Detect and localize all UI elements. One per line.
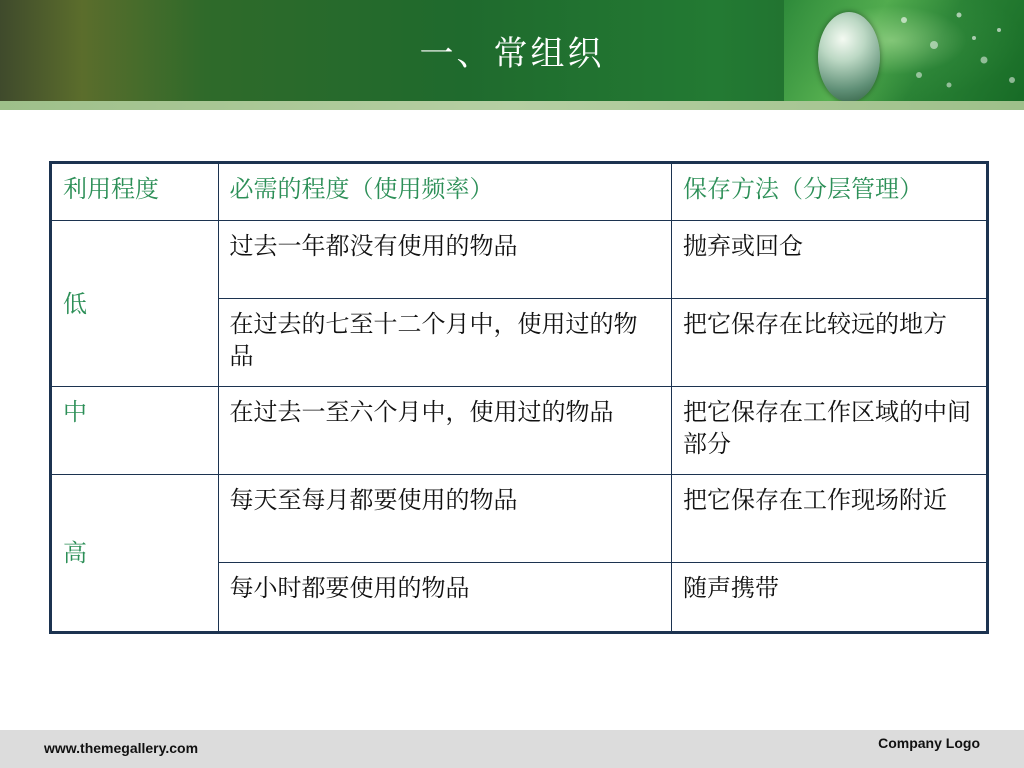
method-cell: 把它保存在工作区域的中间部分 — [671, 387, 987, 475]
frequency-cell: 每天至每月都要使用的物品 — [218, 475, 671, 563]
table-row — [51, 221, 988, 299]
table-header-row — [51, 163, 988, 221]
level-low: 低 — [51, 221, 219, 387]
level-high: 高 — [51, 475, 219, 633]
table-row — [51, 475, 988, 563]
header-storage-method: 保存方法（分层管理） — [671, 163, 987, 221]
company-logo: Company Logo — [878, 735, 980, 751]
frequency-cell: 过去一年都没有使用的物品 — [218, 221, 671, 299]
header-usage-level: 利用程度 — [51, 163, 219, 221]
slide-header — [0, 0, 1024, 101]
method-cell: 把它保存在工作现场附近 — [671, 475, 987, 563]
frequency-cell: 在过去一至六个月中，使用过的物品 — [218, 387, 671, 475]
level-medium: 中 — [51, 387, 219, 475]
method-cell: 随声携带 — [671, 563, 987, 633]
header-frequency: 必需的程度（使用频率） — [218, 163, 671, 221]
method-cell: 抛弃或回仓 — [671, 221, 987, 299]
method-cell: 把它保存在比较远的地方 — [671, 299, 987, 387]
frequency-cell: 每小时都要使用的物品 — [218, 563, 671, 633]
storage-table — [49, 161, 989, 634]
slide-title: 一、常组织 — [419, 34, 605, 74]
table-row — [51, 387, 988, 475]
header-divider — [0, 101, 1024, 110]
footer-url: www.themegallery.com — [44, 740, 199, 756]
frequency-cell: 在过去的七至十二个月中，使用过的物品 — [218, 299, 671, 387]
slide-footer — [0, 730, 1024, 768]
